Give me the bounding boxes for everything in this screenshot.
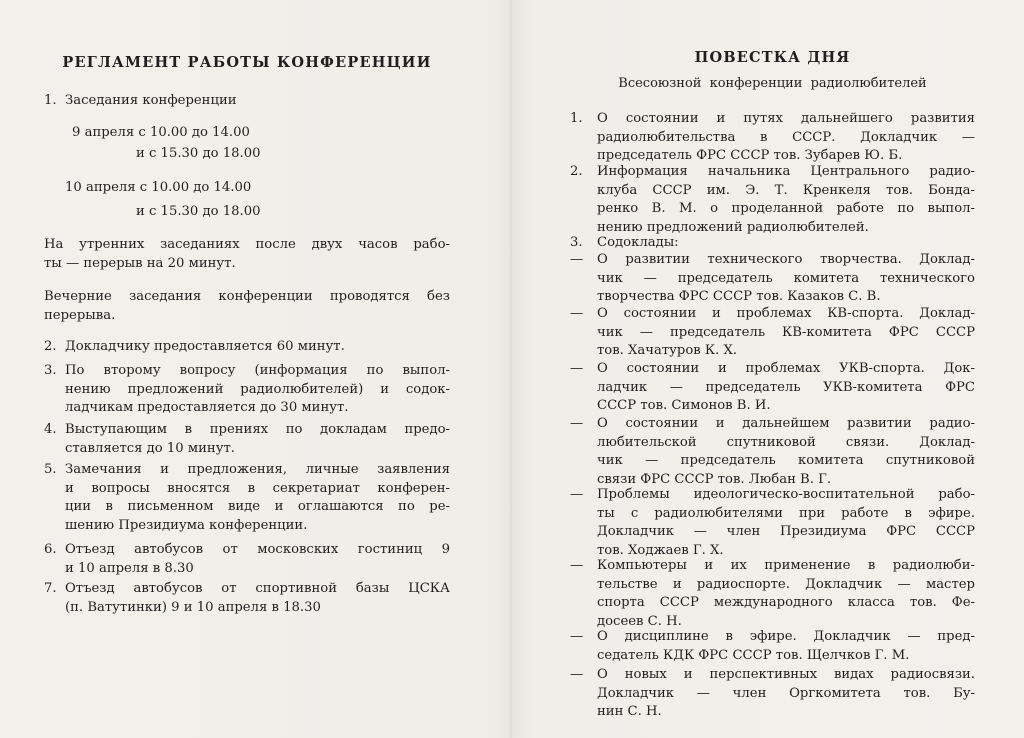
agenda-item-line: О развитии технического творчества. Доклад-	[597, 252, 975, 267]
regulation-item-line: и вопросы вносятся в секретариат конферен-	[65, 480, 450, 496]
agenda-item-marker: 3.	[570, 235, 583, 250]
agenda-item-line: тельстве и радиоспорте. Докладчик — мастер	[597, 576, 975, 592]
agenda-subitem-satellite	[570, 415, 975, 489]
agenda-item-line: О состоянии и путях дальнейшего развития	[597, 111, 975, 126]
regulation-item-line: Отъезд автобусов от московских гостиниц 9	[65, 542, 450, 557]
agenda-item-1	[570, 110, 975, 166]
agenda-item-line: седатель КДК ФРС СССР тов. Щелчков Г. М.	[597, 647, 910, 663]
regulation-item-number: 1.	[44, 93, 57, 108]
regulation-item-number: 2.	[44, 339, 57, 354]
agenda-subitem-new-modes	[570, 666, 975, 722]
agenda-dash-marker: —	[570, 252, 584, 267]
regulation-item-number: 3.	[44, 363, 57, 378]
schedule-line-2: и с 15.30 до 18.00	[136, 146, 261, 161]
regulation-item-line: нению предложений радиолюбителей) и содок-	[65, 381, 450, 397]
paragraph-line: Вечерние заседания конференции проводятся без	[44, 289, 450, 304]
agenda-item-line: Проблемы идеологическо-воспитательной рабо-	[597, 487, 975, 502]
regulation-item-line: ставляется до 10 минут.	[65, 440, 235, 456]
regulation-item-number: 7.	[44, 581, 57, 596]
regulation-item-line: По второму вопросу (информация по выпол-	[65, 363, 450, 378]
agenda-item-line: Компьютеры и их применение в радиолюби-	[597, 558, 975, 573]
agenda-item-line: тов. Ходжаев Г. Х.	[597, 542, 724, 558]
agenda-item-line: О новых и перспективных видах радиосвязи.	[597, 667, 975, 682]
regulation-item-line: ладчикам предоставляется до 30 минут.	[65, 400, 349, 415]
agenda-subtitle: Всесоюзной конференции радиолюбителей	[618, 76, 927, 91]
regulation-item-number: 4.	[44, 422, 57, 437]
agenda-item-line: чик — председатель КВ-комитета ФРС СССР	[597, 324, 975, 340]
schedule-line-3: 10 апреля с 10.00 до 14.00	[65, 180, 252, 195]
agenda-item-line: Докладчик — член Оргкомитета тов. Бу-	[597, 685, 975, 701]
agenda-item-3	[570, 234, 975, 253]
regulation-item-line: Отъезд автобусов от спортивной базы ЦСКА	[65, 581, 450, 596]
agenda-item-line: нин С. Н.	[597, 704, 662, 719]
regulation-item-line: шению Президиума конференции.	[65, 517, 308, 533]
agenda-item-line: СССР тов. Симонов В. И.	[597, 398, 771, 413]
paragraph-evening-sessions	[44, 288, 450, 325]
agenda-dash-marker: —	[570, 629, 584, 644]
schedule-line-4: и с 15.30 до 18.00	[136, 204, 261, 219]
paragraph-line: На утренних заседаниях после двух часов рабо-	[44, 237, 450, 252]
agenda-subitem-computers	[570, 557, 975, 631]
agenda-item-line: Информация начальника Центрального радио-	[597, 164, 975, 179]
agenda-item-line: О состоянии и проблемах КВ-спорта. Доклад-	[597, 306, 975, 321]
agenda-item-line: председатель ФРС СССР тов. Зубарев Ю. Б.	[597, 148, 903, 163]
regulation-item-3	[44, 362, 450, 418]
regulation-item-4	[44, 421, 450, 458]
regulation-item-line: (п. Ватутинки) 9 и 10 апреля в 18.30	[65, 599, 321, 615]
agenda-item-line: нению предложений радиолюбителей.	[597, 219, 869, 235]
agenda-title: ПОВЕСТКА ДНЯ	[694, 49, 851, 66]
regulation-item-7	[44, 580, 450, 617]
regulation-item-line: Замечания и предложения, личные заявления	[65, 462, 450, 477]
agenda-item-marker: 2.	[570, 164, 583, 179]
agenda-item-marker: 1.	[570, 111, 583, 126]
agenda-subitem-hf	[570, 305, 975, 361]
regulation-item-2	[44, 338, 450, 357]
agenda-dash-marker: —	[570, 416, 584, 431]
regulation-item-6	[44, 541, 450, 578]
agenda-item-line: Содоклады:	[597, 235, 679, 250]
regulation-item-5	[44, 461, 450, 535]
agenda-item-line: О дисциплине в эфире. Докладчик — пред-	[597, 629, 975, 644]
agenda-item-line: досеев С. Н.	[597, 613, 682, 629]
agenda-item-line: клуба СССР им. Э. Т. Кренкеля тов. Бонда-	[597, 182, 975, 198]
agenda-subitem-discipline	[570, 628, 975, 665]
agenda-item-2	[570, 163, 975, 237]
regulation-item-line: и 10 апреля в 8.30	[65, 560, 194, 576]
regulation-item-number: 6.	[44, 542, 57, 557]
page-fold	[510, 0, 512, 738]
regulations-title: РЕГЛАМЕНТ РАБОТЫ КОНФЕРЕНЦИИ	[62, 54, 432, 71]
agenda-item-line: О состоянии и проблемах УКВ-спорта. Док-	[597, 361, 975, 376]
agenda-dash-marker: —	[570, 487, 584, 502]
schedule-line-1: 9 апреля с 10.00 до 14.00	[72, 125, 250, 140]
paragraph-line: ты — перерыв на 20 минут.	[44, 255, 236, 271]
agenda-item-line: связи ФРС СССР тов. Любан В. Г.	[597, 471, 832, 487]
agenda-dash-marker: —	[570, 667, 584, 682]
agenda-item-line: радиолюбительства в СССР. Докладчик —	[597, 129, 975, 145]
agenda-subitem-vhf	[570, 360, 975, 416]
agenda-item-line: любительской спутниковой связи. Доклад-	[597, 434, 975, 450]
paragraph-line: перерыва.	[44, 307, 116, 323]
agenda-dash-marker: —	[570, 558, 584, 573]
agenda-item-line: чик — председатель комитета спутниковой	[597, 453, 975, 468]
agenda-subitem-ideology	[570, 486, 975, 560]
agenda-item-line: чик — председатель комитета технического	[597, 270, 975, 286]
agenda-item-line: спорта СССР международного класса тов. Фе-	[597, 595, 975, 610]
regulation-item-number: 5.	[44, 462, 57, 477]
agenda-dash-marker: —	[570, 361, 584, 376]
paragraph-morning-break	[44, 236, 450, 273]
agenda-item-line: тов. Хачатуров К. Х.	[597, 343, 738, 358]
regulation-item-line: Выступающим в прениях по докладам предо-	[65, 422, 450, 437]
agenda-item-line: творчества ФРС СССР тов. Казаков С. В.	[597, 289, 881, 304]
agenda-dash-marker: —	[570, 306, 584, 321]
regulation-item-line: ции в письменном виде и оглашаются по ре-	[65, 499, 450, 514]
regulation-item-text: Заседания конференции	[65, 93, 237, 108]
agenda-subitem-technical	[570, 251, 975, 307]
agenda-item-line: Докладчик — член Президиума ФРС СССР	[597, 524, 975, 539]
agenda-item-line: О состоянии и дальнейшем развитии радио-	[597, 416, 975, 431]
regulation-item-line: Докладчику предоставляется 60 минут.	[65, 339, 345, 354]
agenda-item-line: ты с радиолюбителями при работе в эфире.	[597, 505, 975, 521]
regulation-item-1	[44, 92, 450, 111]
agenda-item-line: ладчик — председатель УКВ-комитета ФРС	[597, 379, 975, 395]
agenda-item-line: ренко В. М. о проделанной работе по выпол-	[597, 201, 975, 216]
